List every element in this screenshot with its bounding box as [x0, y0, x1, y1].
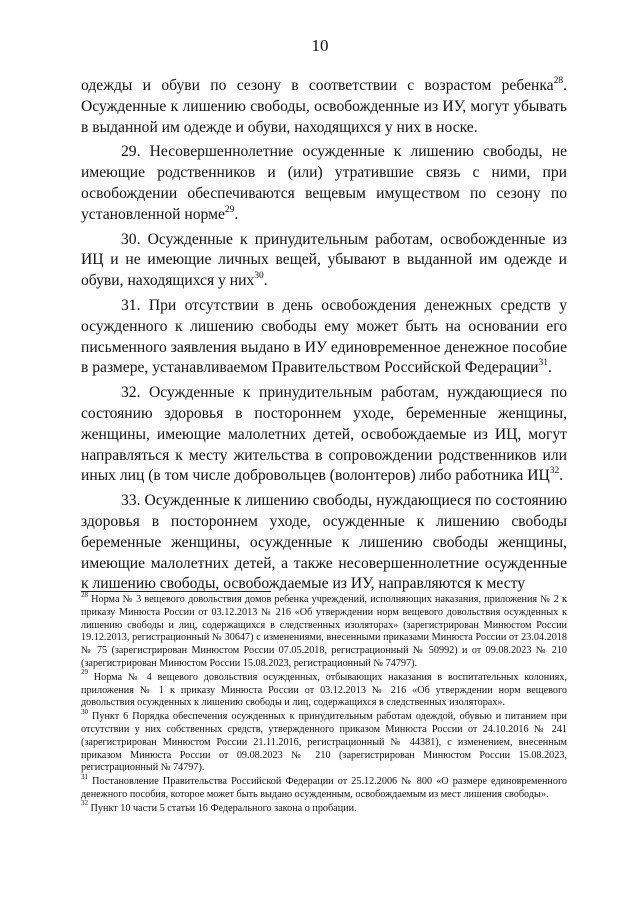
footnote-ref[interactable]: 29	[224, 204, 235, 215]
paragraph-33: 33. Осужденные к лишению свободы, нуждающиеся по состоянию здоровья в постороннем уходе, осужденные к лишению свободы беременные женщины, осужденные к лишению свободы женщины, имеющие малолетних детей, а также несовершеннолетние осужденные к лишению свободы, освобождаемые из ИУ, направляются к месту	[81, 492, 567, 593]
footnote-30: $^{30}$ Пункт 6 Порядка обеспечения осужденных к принудительным работам одеждой, обувью и питанием при отсутствии у них собственных средств, утвержденного приказом Минюста России от 24.10.2016 № 241 (зарегистрирован Минюстом России 21.11.2016, регистрационный № 44381), с изменением, внесенным приказом Минюста России от 09.08.2023 № 210 (зарегистрирован Минюстом России 15.08.2023, регистрационный № 74797).	[81, 707, 567, 774]
footnote-29: $^{29}$ Норма № 4 вещевого довольствия осужденных, отбывающих наказания в воспитательных колониях, приложения № 1 к приказу Минюста России от 03.12.2013 № 216 «Об утверждении норм вещевого довольствия осужденных к лишению свободы и лиц, содержащихся в следственных изоляторах».	[81, 668, 567, 709]
paragraph-32: 32. Осужденные к принудительным работам, нуждающиеся по состоянию здоровья в постороннем уходе, беременные женщины, женщины, имеющие малолетних детей, освобождаемые из ИЦ, могут направляться к месту жительства в сопровождении родственников или иных лиц (в том числе добровольцев (волонтеров) либо работника ИЦ$^{32}$.	[81, 384, 567, 485]
footnote-divider	[81, 591, 271, 592]
footnote-ref[interactable]: 28	[553, 75, 564, 86]
paragraph-continuation: одежды и обуви по сезону в соответствии с возрастом ребенка$^{28}$. Осужденные к лишению свободы, освобожденные из ИУ, могут убывать в выданной им одежде и обуви, находящихся у них в носке.	[81, 75, 567, 136]
footnote-ref[interactable]: 31	[538, 358, 549, 369]
page-number: 10	[311, 36, 329, 55]
footnote-31: $^{31}$ Постановление Правительства Российской Федерации от 25.12.2006 № 800 «О размере единовременного денежного пособия, которое может быть выдано осужденным, освобождаемым из мест лишения свободы».	[81, 772, 567, 800]
footnote-28: $^{28}$ Норма № 3 вещевого довольствия домов ребенка учреждений, исполняющих наказания, приложения № 2 к приказу Минюста России от 03.12.2013 № 216 «Об утверждении норм вещевого довольствия осужденных к лишению свободы и лиц, содержащихся в следственных изоляторах» (зарегистрирован Минюстом России 19.12.2013, регистрационный № 30647) с изменениями, внесенными приказами Минюста России от 23.04.2018 № 75 (зарегистрирован Минюстом России 07.05.2018, регистрационный № 50992) и от 09.08.2023 № 210 (зарегистрирован Минюстом России 15.08.2023, регистрационный № 74797).	[81, 590, 567, 669]
footnote-ref[interactable]: 32	[549, 466, 560, 477]
footnotes	[81, 590, 567, 817]
footnote-ref[interactable]: 30	[254, 270, 264, 281]
footnote-32: $^{32}$ Пункт 10 части 5 статьи 16 Федерального закона о пробации.	[81, 799, 357, 814]
paragraph-31: 31. При отсутствии в день освобождения денежных средств у осужденного к лишению свободы ему может быть на основании его письменного заявления выдано в ИУ единовременное денежное пособие в размере, устанавливаемом Правительством Российской Федерации$^{31}$.	[81, 296, 567, 377]
paragraph-29: 29. Несовершеннолетние осужденные к лишению свободы, не имеющие родственников и (или) утратившие связь с ними, при освобождении обеспечиваются вещевым имуществом по сезону по установленной норме$^{29}$.	[81, 143, 567, 223]
paragraph-30: 30. Осужденные к принудительным работам, освобожденные из ИЦ и не имеющие личных вещей, убывают в выданной им одежде и обуви, находящихся у них$^{30}$.	[81, 230, 567, 290]
main-text	[81, 76, 567, 599]
